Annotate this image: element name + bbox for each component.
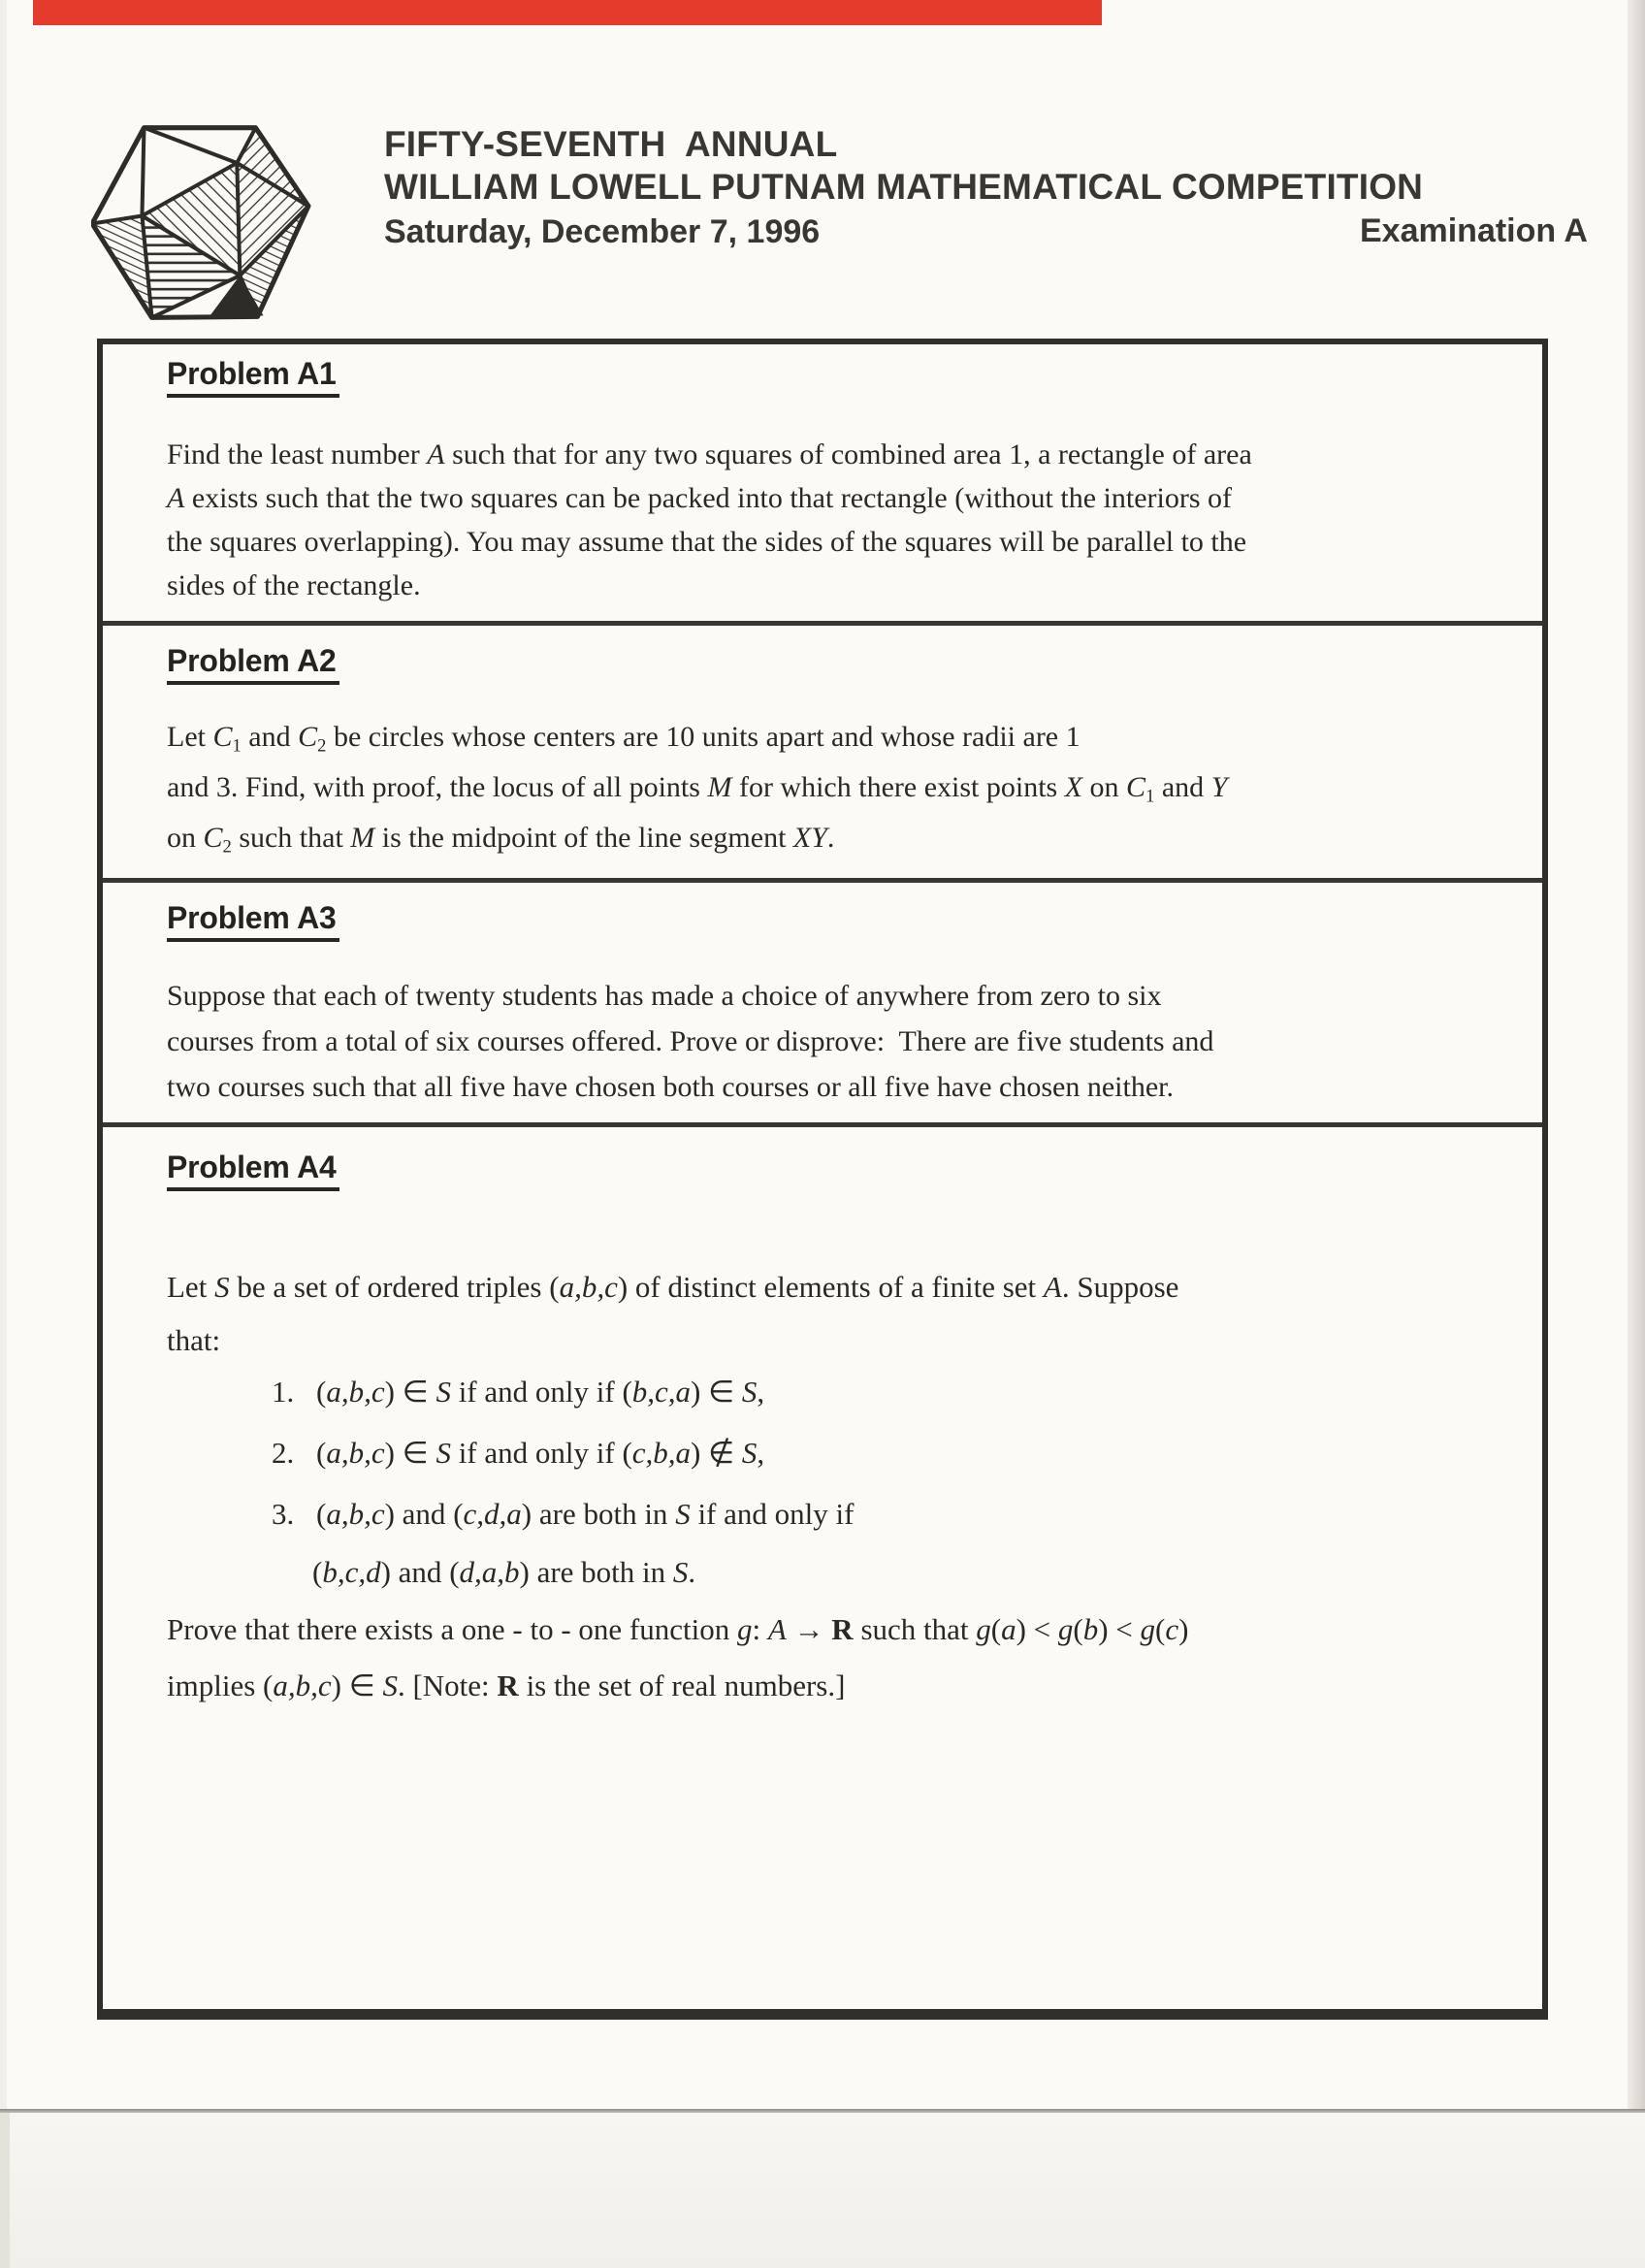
page-right-edge-shadow bbox=[1628, 0, 1645, 2111]
underlying-sheet-edge bbox=[0, 2113, 10, 2268]
problem-a4-title: Problem A4 bbox=[167, 1151, 339, 1191]
scan-red-strip bbox=[33, 0, 1102, 25]
problem-a2-title: Problem A2 bbox=[167, 645, 339, 685]
divider-a1-a2 bbox=[103, 621, 1542, 626]
problem-text-line: two courses such that all five have chosen both courses or all five have chosen neither. bbox=[167, 1071, 1175, 1103]
divider-a3-a4 bbox=[103, 1122, 1542, 1127]
problem-text-line: Let S be a set of ordered triples (a,b,c) of distinct elements of a finite set A. Suppose bbox=[167, 1270, 1179, 1304]
page-left-edge-shadow bbox=[0, 0, 7, 2111]
problem-text-line: sides of the rectangle. bbox=[167, 569, 421, 601]
problem-text-line: the squares overlapping). You may assume that the sides of the squares will be parallel to the bbox=[167, 526, 1247, 558]
problem-text-line: A exists such that the two squares can be packed into that rectangle (without the interiors of bbox=[167, 482, 1233, 514]
problem-text-line: on C2 such that M is the midpoint of the line segment XY. bbox=[167, 822, 835, 858]
problem-a3-title: Problem A3 bbox=[167, 902, 339, 942]
problem-text-line: and 3. Find, with proof, the locus of all points M for which there exist points X on C1 and Y bbox=[167, 771, 1228, 807]
header-line2: WILLIAM LOWELL PUTNAM MATHEMATICAL COMPETITION bbox=[384, 167, 1424, 207]
problem-text-line: (b,c,d) and (d,a,b) are both in S. bbox=[312, 1555, 696, 1589]
exam-label: Examination A bbox=[1360, 212, 1588, 249]
problem-text-line: implies (a,b,c) ∈ S. [Note: R is the set of real numbers.] bbox=[167, 1669, 846, 1702]
problem-text-line: Let C1 and C2 be circles whose centers are 10 units apart and whose radii are 1 bbox=[167, 721, 1081, 757]
icosahedron-logo bbox=[91, 116, 312, 322]
problem-text-line: 1. (a,b,c) ∈ S if and only if (b,c,a) ∈ S, bbox=[272, 1375, 765, 1409]
problem-text-line: that: bbox=[167, 1323, 221, 1357]
problem-text-line: Suppose that each of twenty students has made a choice of anywhere from zero to six bbox=[167, 980, 1162, 1012]
header-line1: FIFTY-SEVENTH ANNUAL bbox=[384, 124, 838, 164]
header-date: Saturday, December 7, 1996 bbox=[384, 213, 821, 250]
problem-text-line: 3. (a,b,c) and (c,d,a) are both in S if and only if bbox=[272, 1497, 855, 1531]
problem-text-line: Find the least number A such that for any two squares of combined area 1, a rectangle of area bbox=[167, 438, 1252, 470]
problem-text-line: Prove that there exists a one - to - one function g: A → R such that g(a) < g(b) < g(c) bbox=[167, 1612, 1189, 1646]
problem-a1-title: Problem A1 bbox=[167, 358, 339, 398]
underlying-sheet bbox=[0, 2113, 1645, 2268]
divider-a2-a3 bbox=[103, 878, 1542, 883]
problem-text-line: courses from a total of six courses offered. Prove or disprove: There are five students and bbox=[167, 1025, 1214, 1057]
problem-text-line: 2. (a,b,c) ∈ S if and only if (c,b,a) ∉ S, bbox=[272, 1436, 765, 1470]
